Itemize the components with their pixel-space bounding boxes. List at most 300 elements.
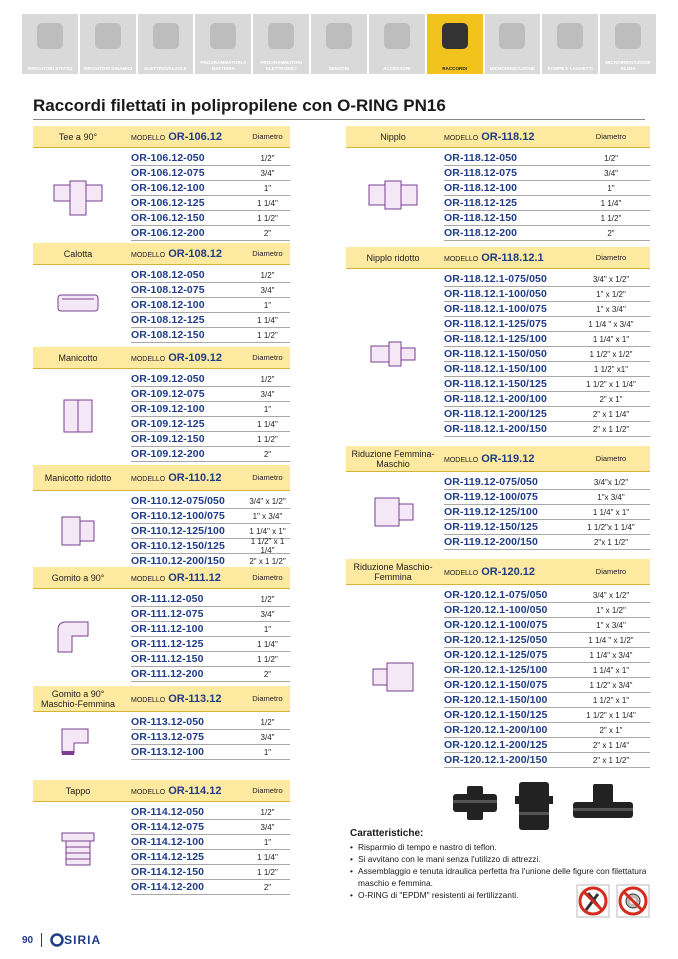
product-rows xyxy=(131,268,290,343)
table-row xyxy=(131,402,290,417)
diameter-value: 1/2" xyxy=(604,153,618,163)
product-image xyxy=(350,588,436,768)
product-image xyxy=(37,268,119,343)
product-image xyxy=(37,715,119,760)
table-row xyxy=(131,637,290,652)
nav-item[interactable] xyxy=(485,14,541,74)
product-code: OR-119.12-200/150 xyxy=(444,536,538,548)
block-header xyxy=(33,567,290,589)
nav-item[interactable] xyxy=(22,14,78,74)
diameter-label: Diametro xyxy=(252,786,283,795)
product-name: Manicotto ridotto xyxy=(44,472,112,483)
model-code: OR-118.12.1 xyxy=(481,251,544,264)
product-code: OR-120.12.1-150/125 xyxy=(444,709,548,721)
diameter-value: 2" xyxy=(263,228,272,238)
diameter-value: 3/4" xyxy=(260,168,275,178)
diameter-value: 1/2" xyxy=(260,807,275,817)
product-code: OR-120.12.1-200/125 xyxy=(444,739,548,751)
table-row xyxy=(444,272,650,287)
product-code: OR-114.12-050 xyxy=(131,806,205,818)
diameter-value: 3/4" xyxy=(604,168,618,178)
product-code: OR-118.12.1-200/150 xyxy=(444,423,547,435)
product-rows xyxy=(131,372,290,462)
table-row xyxy=(131,211,290,226)
table-row xyxy=(444,287,650,302)
diameter-value: 3/4" x 1/2" xyxy=(249,496,286,506)
diameter-value: 1" xyxy=(263,300,272,310)
product-code: OR-118.12-075 xyxy=(444,167,518,179)
diameter-label: Diametro xyxy=(595,567,627,576)
diameter-value: 1 1/4" xyxy=(257,198,278,208)
diameter-value: 1 1/2" xyxy=(600,213,622,223)
diameter-value: 3/4" xyxy=(260,822,275,832)
product-code: OR-113.12-075 xyxy=(131,731,205,743)
table-row xyxy=(131,820,290,835)
table-row xyxy=(131,226,290,241)
table-row xyxy=(444,422,650,437)
model-word: MODELLO xyxy=(444,456,479,464)
product-code: OR-111.12-100 xyxy=(131,623,204,635)
product-code: OR-118.12-200 xyxy=(444,227,518,239)
table-row xyxy=(131,432,290,447)
diameter-value: 1" xyxy=(263,624,272,634)
block-header xyxy=(33,126,290,148)
table-row xyxy=(444,693,650,708)
product-rows xyxy=(444,272,650,437)
diameter-value: 1" xyxy=(607,183,615,193)
model-word: MODELLO xyxy=(131,788,166,796)
diameter-value: 2" xyxy=(263,669,272,679)
nav-item-label: SENSORI xyxy=(328,66,350,71)
product-image xyxy=(350,475,436,550)
diameter-value: 2" xyxy=(607,228,615,238)
product-code: OR-111.12-200 xyxy=(131,668,204,680)
model-code: OR-114.12 xyxy=(168,784,222,797)
product-code: OR-111.12-050 xyxy=(131,593,204,605)
product-code: OR-109.12-050 xyxy=(131,373,205,385)
product-rows xyxy=(444,588,650,768)
table-row xyxy=(444,663,650,678)
diameter-value: 2" xyxy=(263,449,272,459)
diameter-value: 1/2" xyxy=(260,717,275,727)
block-header xyxy=(346,247,650,269)
diameter-value: 1 1/2" xyxy=(257,867,278,877)
table-row xyxy=(444,407,650,422)
product-name: Nipplo ridotto xyxy=(366,252,420,263)
title-rule xyxy=(33,119,645,120)
diameter-value: 1 1/2" xyxy=(257,434,278,444)
product-code: OR-114.12-100 xyxy=(131,836,205,848)
product-image xyxy=(350,272,436,437)
nav-item-label: ELETTROVALVOLE xyxy=(144,66,187,71)
product-name: Nipplo xyxy=(380,131,406,142)
model-label xyxy=(444,252,544,264)
no-tools-icon xyxy=(576,884,610,918)
product-code: OR-108.12-150 xyxy=(131,329,205,341)
product-image xyxy=(37,372,119,462)
product-code: OR-111.12-075 xyxy=(131,608,204,620)
product-code: OR-111.12-150 xyxy=(131,653,204,665)
nav-item[interactable] xyxy=(311,14,367,74)
product-code: OR-118.12.1-125/100 xyxy=(444,333,547,345)
product-code: OR-119.12-150/125 xyxy=(444,521,538,533)
product-code: OR-106.12-150 xyxy=(131,212,205,224)
product-name: Tappo xyxy=(65,785,91,796)
table-row xyxy=(444,738,650,753)
model-label xyxy=(131,131,222,143)
product-image xyxy=(350,151,436,241)
fittings-photo xyxy=(445,776,645,834)
diameter-value: 1" xyxy=(263,837,272,847)
nav-item[interactable] xyxy=(253,14,309,74)
model-word: MODELLO xyxy=(131,251,166,259)
table-row xyxy=(131,850,290,865)
page-number: 90 xyxy=(22,934,34,946)
diameter-value: 1" xyxy=(263,747,272,757)
diameter-value: 1 1/4" xyxy=(257,639,278,649)
category-thumbnail xyxy=(84,16,132,56)
product-code: OR-109.12-125 xyxy=(131,418,205,430)
model-word: MODELLO xyxy=(444,134,479,142)
nav-item[interactable] xyxy=(138,14,194,74)
feature-item: • Risparmio di tempo e nastro di teflon. xyxy=(350,841,650,853)
diameter-label: Diametro xyxy=(252,353,283,362)
category-thumbnail xyxy=(315,16,363,56)
product-name: Riduzione Femmina-Maschio xyxy=(351,448,435,469)
model-label xyxy=(444,131,534,143)
table-row xyxy=(444,347,650,362)
diameter-value: 1 1/4" xyxy=(600,198,622,208)
table-row xyxy=(131,730,290,745)
diameter-value: 3/4" x 1/2" xyxy=(592,274,630,284)
product-code: OR-119.12-075/050 xyxy=(444,476,538,488)
model-code: OR-108.12 xyxy=(168,247,223,260)
table-row xyxy=(131,865,290,880)
diameter-value: 1/2" xyxy=(260,594,275,604)
product-name: Riduzione Maschio-Femmina xyxy=(353,561,433,582)
diameter-value: 3/4" xyxy=(260,389,275,399)
table-row xyxy=(444,708,650,723)
model-word: MODELLO xyxy=(444,569,479,577)
diameter-value: 1 1/4 " x 3/4" xyxy=(588,319,634,329)
category-thumbnail xyxy=(257,16,305,56)
table-row xyxy=(444,392,650,407)
diameter-value: 1"x 3/4" xyxy=(597,492,625,502)
nav-item[interactable] xyxy=(427,14,483,74)
nav-item-label: PROGRAMMATORI ELETTRONICI xyxy=(260,60,302,71)
product-rows xyxy=(131,592,290,682)
product-image xyxy=(37,805,119,895)
diameter-value: 2" x 1" xyxy=(599,725,623,735)
diameter-value: 1" x 3/4" xyxy=(596,304,626,314)
category-thumbnail xyxy=(142,16,190,56)
product-code: OR-120.12.1-125/100 xyxy=(444,664,548,676)
diameter-value: 2" x 1" xyxy=(599,394,623,404)
product-code: OR-118.12-050 xyxy=(444,152,518,164)
diameter-value: 1 1/4" xyxy=(257,419,278,429)
table-row xyxy=(131,509,290,524)
diameter-value: 1 1/2" x1" xyxy=(593,364,629,374)
product-code: OR-106.12-200 xyxy=(131,227,205,239)
category-thumbnail xyxy=(489,16,537,56)
table-row xyxy=(131,166,290,181)
category-thumbnail xyxy=(604,16,652,56)
product-code: OR-109.12-200 xyxy=(131,448,205,460)
nav-item-label: MICROIRRIGAZIONE xyxy=(489,66,536,71)
model-word: MODELLO xyxy=(131,575,166,583)
category-thumbnail xyxy=(546,16,594,56)
table-row xyxy=(131,592,290,607)
diameter-value: 1 1/4" x 1" xyxy=(592,665,630,675)
product-code: OR-118.12.1-150/100 xyxy=(444,363,547,375)
product-image xyxy=(37,494,119,569)
product-code: OR-114.12-200 xyxy=(131,881,205,893)
diameter-value: 1" x 1/2" xyxy=(596,289,626,299)
model-code: OR-119.12 xyxy=(481,452,535,465)
category-thumbnail xyxy=(431,16,479,56)
table-row xyxy=(131,715,290,730)
diameter-value: 1" x 3/4" xyxy=(252,511,283,521)
product-code: OR-106.12-050 xyxy=(131,152,205,164)
table-row xyxy=(131,372,290,387)
page-title: Raccordi filettati in polipropilene con O-RING PN16 xyxy=(33,96,446,115)
model-word: MODELLO xyxy=(131,355,166,363)
product-rows xyxy=(131,151,290,241)
table-row xyxy=(444,317,650,332)
product-rows xyxy=(131,494,290,569)
footer-divider xyxy=(41,933,42,947)
product-code: OR-110.12-100/075 xyxy=(131,510,225,522)
diameter-label: Diametro xyxy=(595,132,627,141)
product-code: OR-109.12-075 xyxy=(131,388,205,400)
diameter-value: 3/4"x 1/2" xyxy=(593,477,629,487)
diameter-value: 1/2" xyxy=(260,374,275,384)
model-code: OR-110.12 xyxy=(168,471,222,484)
table-row xyxy=(131,667,290,682)
product-code: OR-108.12-125 xyxy=(131,314,205,326)
model-code: OR-106.12 xyxy=(168,130,223,143)
diameter-value: 1 1/4" x 1" xyxy=(592,334,630,344)
table-row xyxy=(444,588,650,603)
product-code: OR-119.12-100/075 xyxy=(444,491,538,503)
product-code: OR-118.12.1-100/050 xyxy=(444,288,547,300)
table-row xyxy=(444,196,650,211)
table-row xyxy=(444,535,650,550)
diameter-label: Diametro xyxy=(595,253,627,262)
no-teflon-icon xyxy=(616,884,650,918)
diameter-label: Diametro xyxy=(252,132,283,141)
model-code: OR-120.12 xyxy=(481,565,536,578)
table-row xyxy=(131,447,290,462)
block-header xyxy=(346,126,650,148)
diameter-value: 1 1/2" xyxy=(257,330,278,340)
table-row xyxy=(444,648,650,663)
product-code: OR-118.12.1-100/075 xyxy=(444,303,547,315)
diameter-value: 1 1/4" x 1" xyxy=(592,507,630,517)
product-code: OR-111.12-125 xyxy=(131,638,204,650)
category-thumbnail xyxy=(199,16,247,56)
diameter-value: 1 1/4" xyxy=(257,315,278,325)
block-header xyxy=(33,243,290,265)
product-code: OR-118.12.1-075/050 xyxy=(444,273,547,285)
diameter-value: 1 1/2" xyxy=(257,213,278,223)
diameter-value: 1 1/2" x 1 1/4" xyxy=(586,710,636,720)
product-name: Gomito a 90° xyxy=(51,572,105,583)
product-code: OR-120.12.1-150/100 xyxy=(444,694,548,706)
product-image xyxy=(37,151,119,241)
table-row xyxy=(131,387,290,402)
product-code: OR-114.12-075 xyxy=(131,821,205,833)
diameter-value: 2"x 1 1/2" xyxy=(593,537,629,547)
table-row xyxy=(444,475,650,490)
diameter-value: 1 1/4" x 1" xyxy=(249,526,286,536)
table-row xyxy=(131,328,290,343)
block-header xyxy=(33,347,290,369)
product-code: OR-109.12-150 xyxy=(131,433,205,445)
diameter-value: 1 1/2" x 1 1/4" xyxy=(250,537,285,555)
diameter-label: Diametro xyxy=(595,454,627,463)
table-row xyxy=(131,298,290,313)
product-code: OR-106.12-100 xyxy=(131,182,205,194)
brand-logo xyxy=(50,933,101,947)
product-code: OR-118.12.1-200/100 xyxy=(444,393,547,405)
table-row xyxy=(444,603,650,618)
block-header xyxy=(346,559,650,585)
diameter-value: 1" xyxy=(263,183,272,193)
table-row xyxy=(444,520,650,535)
product-code: OR-113.12-050 xyxy=(131,716,205,728)
product-code: OR-118.12-150 xyxy=(444,212,518,224)
diameter-value: 2" x 1 1/2" xyxy=(249,556,286,566)
category-thumbnail xyxy=(26,16,74,56)
nav-item[interactable] xyxy=(80,14,136,74)
product-code: OR-114.12-125 xyxy=(131,851,205,863)
table-row xyxy=(131,835,290,850)
features-title: Caratteristiche: xyxy=(350,828,424,839)
product-code: OR-110.12-200/150 xyxy=(131,555,225,567)
category-thumbnail xyxy=(373,16,421,56)
table-row xyxy=(131,607,290,622)
table-row xyxy=(444,505,650,520)
block-header xyxy=(33,780,290,802)
product-code: OR-118.12.1-150/125 xyxy=(444,378,547,390)
product-code: OR-120.12.1-100/050 xyxy=(444,604,548,616)
model-label xyxy=(131,572,221,584)
diameter-value: 3/4" x 1/2" xyxy=(592,590,630,600)
block-header xyxy=(346,446,650,472)
table-row xyxy=(131,805,290,820)
product-code: OR-108.12-050 xyxy=(131,269,205,281)
table-row xyxy=(444,490,650,505)
brand-o-icon xyxy=(50,933,64,947)
block-header xyxy=(33,686,290,712)
diameter-value: 2" x 1 1/2" xyxy=(592,755,630,765)
diameter-value: 3/4" xyxy=(260,732,275,742)
diameter-value: 1 1/4" x 3/4" xyxy=(589,650,633,660)
nav-item-label: ACCESSORI xyxy=(383,66,411,71)
nav-item-label: POMPE E LAGHETTI xyxy=(547,66,593,71)
model-code: OR-111.12 xyxy=(168,571,221,584)
product-code: OR-120.12.1-150/075 xyxy=(444,679,548,691)
product-name: Calotta xyxy=(63,248,93,259)
table-row xyxy=(444,753,650,768)
product-code: OR-120.12.1-200/100 xyxy=(444,724,548,736)
diameter-label: Diametro xyxy=(252,694,283,703)
diameter-value: 2" x 1 1/2" xyxy=(592,424,630,434)
nav-item-label: PROGRAMMATORI A BATTERIA xyxy=(200,60,247,71)
model-label xyxy=(444,453,534,465)
table-row xyxy=(131,313,290,328)
table-row xyxy=(131,196,290,211)
model-label xyxy=(131,785,221,797)
nav-item[interactable] xyxy=(542,14,598,74)
model-word: MODELLO xyxy=(444,255,479,263)
feature-item: • O-RING di "EPDM" resistenti ai fertilizzanti. xyxy=(350,889,650,901)
table-row xyxy=(131,417,290,432)
diameter-value: 3/4" xyxy=(260,285,275,295)
diameter-value: 1 1/2" x 3/4" xyxy=(589,680,633,690)
table-row xyxy=(444,618,650,633)
product-code: OR-118.12-125 xyxy=(444,197,518,209)
nav-item[interactable] xyxy=(600,14,656,74)
product-code: OR-106.12-125 xyxy=(131,197,205,209)
product-name: Manicotto xyxy=(58,352,98,363)
product-code: OR-118.12-100 xyxy=(444,182,518,194)
diameter-value: 1" x 1/2" xyxy=(596,605,626,615)
nav-item[interactable] xyxy=(195,14,251,74)
diameter-value: 1/2" xyxy=(260,153,275,163)
product-code: OR-110.12-125/100 xyxy=(131,525,225,537)
category-nav xyxy=(22,14,656,74)
table-row xyxy=(444,377,650,392)
model-code: OR-109.12 xyxy=(168,351,223,364)
diameter-value: 1/2" xyxy=(260,270,275,280)
product-code: OR-119.12-125/100 xyxy=(444,506,538,518)
table-row xyxy=(444,211,650,226)
product-code: OR-108.12-075 xyxy=(131,284,205,296)
product-code: OR-114.12-150 xyxy=(131,866,205,878)
product-code: OR-120.12.1-125/075 xyxy=(444,649,548,661)
diameter-value: 1 1/4" xyxy=(257,852,278,862)
nav-item[interactable] xyxy=(369,14,425,74)
model-word: MODELLO xyxy=(131,134,166,142)
table-row xyxy=(444,166,650,181)
product-code: OR-110.12-075/050 xyxy=(131,495,225,507)
product-rows xyxy=(444,151,650,241)
nav-item-label: IRRIGATORI STATICI xyxy=(27,66,73,71)
model-label xyxy=(131,693,221,705)
product-code: OR-106.12-075 xyxy=(131,167,205,179)
product-code: OR-120.12.1-125/050 xyxy=(444,634,548,646)
table-row xyxy=(131,151,290,166)
diameter-value: 1 1/4 " x 1/2" xyxy=(588,635,634,645)
table-row xyxy=(444,362,650,377)
diameter-label: Diametro xyxy=(252,249,283,258)
table-row xyxy=(131,268,290,283)
product-code: OR-120.12.1-200/150 xyxy=(444,754,548,766)
table-row xyxy=(444,678,650,693)
diameter-value: 2" xyxy=(263,882,272,892)
feature-item: • Si avvitano con le mani senza l'utilizzo di attrezzi. xyxy=(350,853,650,865)
product-code: OR-108.12-100 xyxy=(131,299,205,311)
model-label xyxy=(444,566,535,578)
table-row xyxy=(444,151,650,166)
table-row xyxy=(131,622,290,637)
diameter-value: 1 1/2" x 1" xyxy=(592,695,630,705)
table-row xyxy=(444,633,650,648)
product-rows xyxy=(131,715,290,760)
product-code: OR-120.12.1-100/075 xyxy=(444,619,548,631)
